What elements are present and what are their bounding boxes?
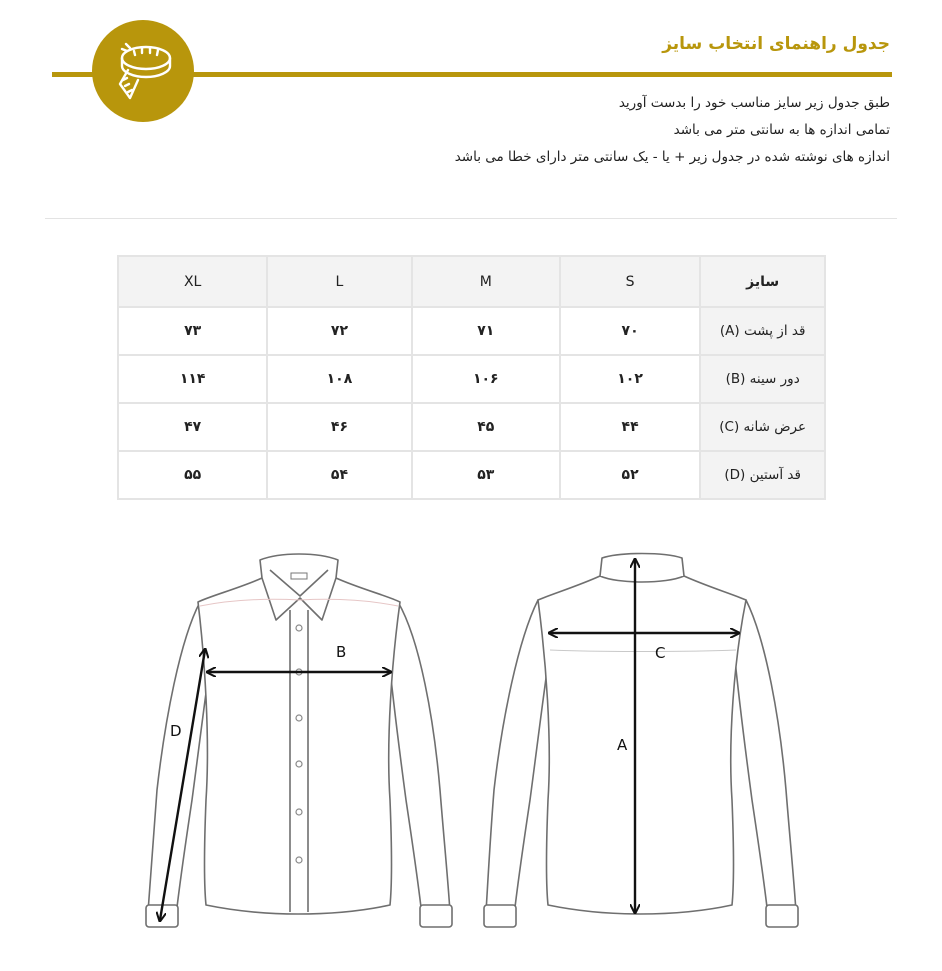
table-row (118, 355, 825, 403)
table-cell: ۷۲ (267, 307, 411, 355)
table-cell: ۱۰۲ (560, 355, 700, 403)
table-cell: ۱۰۶ (412, 355, 560, 403)
instruction-line: تمامی اندازه ها به سانتی متر می باشد (673, 122, 890, 138)
column-header-xl: XL (118, 256, 267, 307)
column-header-s: S (560, 256, 700, 307)
table-row (118, 307, 825, 355)
measure-label-c: C (655, 644, 666, 662)
table-cell: ۷۳ (118, 307, 267, 355)
table-cell: ۷۰ (560, 307, 700, 355)
column-header-l: L (267, 256, 411, 307)
row-label-chest: دور سینه (B) (700, 355, 825, 403)
table-cell: ۴۷ (118, 403, 267, 451)
row-label-shoulder: عرض شانه (C) (700, 403, 825, 451)
table-cell: ۱۰۸ (267, 355, 411, 403)
measure-label-b: B (336, 643, 347, 661)
size-table (117, 255, 826, 500)
column-header-m: M (412, 256, 560, 307)
instructions (455, 94, 890, 175)
instruction-line: اندازه های نوشته شده در جدول زیر + یا - یک سانتی متر دارای خطا می باشد (454, 149, 890, 165)
table-row (118, 403, 825, 451)
measure-label-a: A (617, 736, 628, 754)
row-label-sleeve: قد آستین (D) (700, 451, 825, 499)
page-title: جدول راهنمای انتخاب سایز (662, 34, 890, 54)
table-cell: ۵۲ (560, 451, 700, 499)
table-cell: ۴۶ (267, 403, 411, 451)
table-cell: ۵۴ (267, 451, 411, 499)
table-cell: ۴۵ (412, 403, 560, 451)
shirt-measurement-diagram (0, 540, 942, 960)
shirt-front (146, 554, 452, 927)
measure-label-d: D (170, 722, 182, 740)
measuring-tape-badge (92, 20, 194, 122)
table-cell: ۵۳ (412, 451, 560, 499)
size-corner-label: سایز (700, 256, 825, 307)
table-cell: ۱۱۴ (118, 355, 267, 403)
shirt-back (484, 554, 798, 928)
table-row (118, 451, 825, 499)
table-cell: ۴۴ (560, 403, 700, 451)
instruction-line: طبق جدول زیر سایز مناسب خود را بدست آورید (618, 95, 890, 111)
section-divider (45, 218, 897, 219)
row-label-back-length: قد از پشت (A) (700, 307, 825, 355)
table-header-row (118, 256, 825, 307)
measuring-tape-icon (108, 36, 178, 106)
table-cell: ۵۵ (118, 451, 267, 499)
table-cell: ۷۱ (412, 307, 560, 355)
